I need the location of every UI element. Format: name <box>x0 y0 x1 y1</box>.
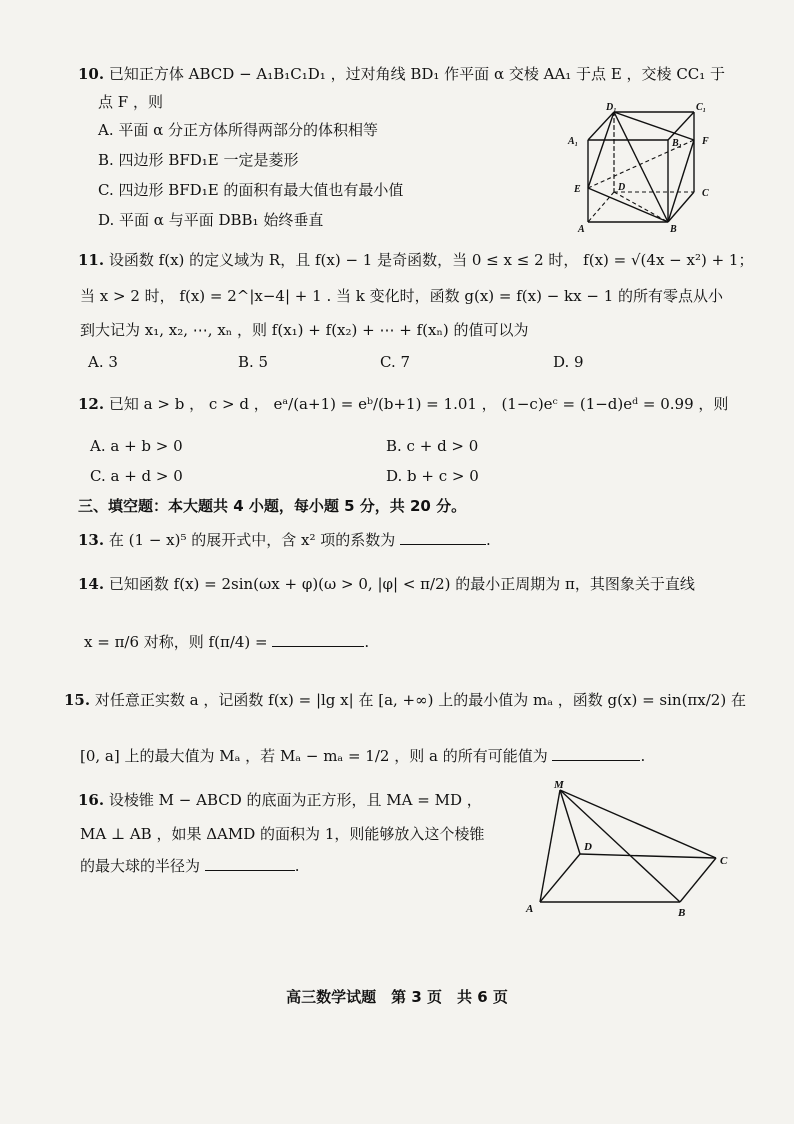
q14-period: . <box>364 633 370 651</box>
label-m: M <box>554 779 564 791</box>
q13-line <box>78 530 491 550</box>
q11-option-b: B. 5 <box>238 353 269 371</box>
q10-stem-text: 已知正方体 ABCD − A₁B₁C₁D₁ ，过对角线 BD₁ 作平面 α 交棱 AA₁ 于点 E ，交棱 CC₁ 于 <box>108 65 726 83</box>
q16-line3 <box>80 856 300 876</box>
label-c1: C₁ <box>696 102 707 113</box>
label-d1: D₁ <box>606 102 617 113</box>
label-b1: B₁ <box>672 138 683 149</box>
edge-bc <box>680 858 716 902</box>
label-d: D <box>584 841 592 853</box>
q13-text: 在 (1 − x)⁵ 的展开式中，含 x² 项的系数为 <box>108 531 396 549</box>
q11-option-d: D. 9 <box>553 353 584 371</box>
hidden-edge <box>588 192 614 222</box>
label-c: C <box>702 188 709 199</box>
label-b: B <box>678 907 686 918</box>
q11-option-c: C. 7 <box>380 353 411 371</box>
label-e: E <box>574 184 581 195</box>
q12-option-a: A. a + b > 0 <box>90 437 183 455</box>
q12-option-b: B. c + d > 0 <box>386 437 479 455</box>
q16-line3-text: 的最大球的半径为 <box>80 857 201 875</box>
q13-answer-blank[interactable] <box>400 530 486 545</box>
q10-stem-line1 <box>78 64 725 84</box>
label-a: A <box>578 224 585 235</box>
label-f: F <box>702 136 709 147</box>
cube-edge <box>588 112 614 140</box>
q14-line1-text: 已知函数 f(x) = 2sin(ωx + φ)(ω > 0, |φ| < π/2) 的最小正周期为 π，其图象关于直线 <box>108 575 695 593</box>
q11-line2: 当 x > 2 时， f(x) = 2^|x−4| + 1 . 当 k 变化时，函数 g(x) = f(x) − kx − 1 的所有零点从小 <box>80 287 724 305</box>
q15-line1-text: 对任意正实数 a ，记函数 f(x) = |lg x| 在 [a, +∞) 上的最小值为 mₐ ，函数 g(x) = sin(πx/2) 在 <box>94 691 746 709</box>
edge-dc <box>580 854 716 858</box>
q11-line1 <box>78 250 753 270</box>
q15-period: . <box>640 747 646 765</box>
q12-stem-text: 已知 a > b ， c > d ， eᵃ/(a+1) = eᵇ/(b+1) = 1.01 ， (1−c)eᶜ = (1−d)eᵈ = 0.99 ，则 <box>108 395 729 413</box>
q11-line3: 到大记为 x₁, x₂, ⋯, xₙ ，则 f(x₁) + f(x₂) + ⋯ + f(xₙ) 的值可以为 <box>80 321 529 339</box>
q14-line2 <box>84 632 369 652</box>
page-footer: 高三数学试题 第 3 页 共 6 页 <box>286 988 508 1006</box>
q13-period: . <box>486 531 491 549</box>
edge-ad <box>540 854 580 902</box>
q14-line1 <box>78 574 695 594</box>
label-b: B <box>670 224 677 235</box>
section-edge <box>668 140 694 222</box>
q16-period: . <box>294 857 300 875</box>
q11-line1-text: 设函数 f(x) 的定义域为 R，且 f(x) − 1 是奇函数，当 0 ≤ x ≤ 2 时， f(x) = √(4x − x²) + 1； <box>108 251 754 269</box>
q15-line2-text: [0, a] 上的最大值为 Mₐ ，若 Mₐ − mₐ = 1/2 ，则 a 的所有可能值为 <box>80 747 548 765</box>
label-d: D <box>618 182 626 193</box>
q16-line1-text: 设棱锥 M − ABCD 的底面为正方形，且 MA = MD ， <box>108 791 482 809</box>
q11-option-a: A. 3 <box>88 353 118 371</box>
q16-number: 16. <box>78 791 105 809</box>
q10-stem-line2: 点 F ，则 <box>98 93 163 111</box>
q14-answer-blank[interactable] <box>272 632 364 647</box>
edge-ma <box>540 790 560 902</box>
q15-line1 <box>64 690 746 710</box>
section-edge <box>588 188 668 222</box>
label-a1: A₁ <box>568 136 579 147</box>
q10-number: 10. <box>78 65 105 83</box>
section-edge <box>588 112 614 188</box>
q16-line1 <box>78 790 482 810</box>
q10-option-a: A. 平面 α 分正方体所得两部分的体积相等 <box>98 121 379 139</box>
q12-stem <box>78 394 728 414</box>
q16-answer-blank[interactable] <box>205 856 295 871</box>
q15-answer-blank[interactable] <box>552 746 640 761</box>
pyramid-figure <box>520 778 740 918</box>
q15-line2 <box>80 746 645 766</box>
q16-line2: MA ⊥ AB ，如果 ΔAMD 的面积为 1，则能够放入这个棱锥 <box>80 825 485 843</box>
q15-number: 15. <box>64 691 91 709</box>
q11-number: 11. <box>78 251 105 269</box>
q10-option-d: D. 平面 α 与平面 DBB₁ 始终垂直 <box>98 211 324 229</box>
q12-number: 12. <box>78 395 105 413</box>
q14-number: 14. <box>78 575 105 593</box>
q12-option-c: C. a + d > 0 <box>90 467 183 485</box>
label-a: A <box>526 903 534 915</box>
q10-option-b: B. 四边形 BFD₁E 一定是菱形 <box>98 151 299 169</box>
section-3-heading: 三、填空题：本大题共 4 小题，每小题 5 分，共 20 分。 <box>78 497 467 515</box>
q13-number: 13. <box>78 531 105 549</box>
q12-option-d: D. b + c > 0 <box>386 467 479 485</box>
q14-line2-text: x = π/6 对称，则 f(π/4) = <box>84 633 268 651</box>
cube-edge <box>668 192 694 222</box>
q10-option-c: C. 四边形 BFD₁E 的面积有最大值也有最小值 <box>98 181 404 199</box>
cube-figure <box>560 100 720 235</box>
label-c: C <box>720 855 728 867</box>
